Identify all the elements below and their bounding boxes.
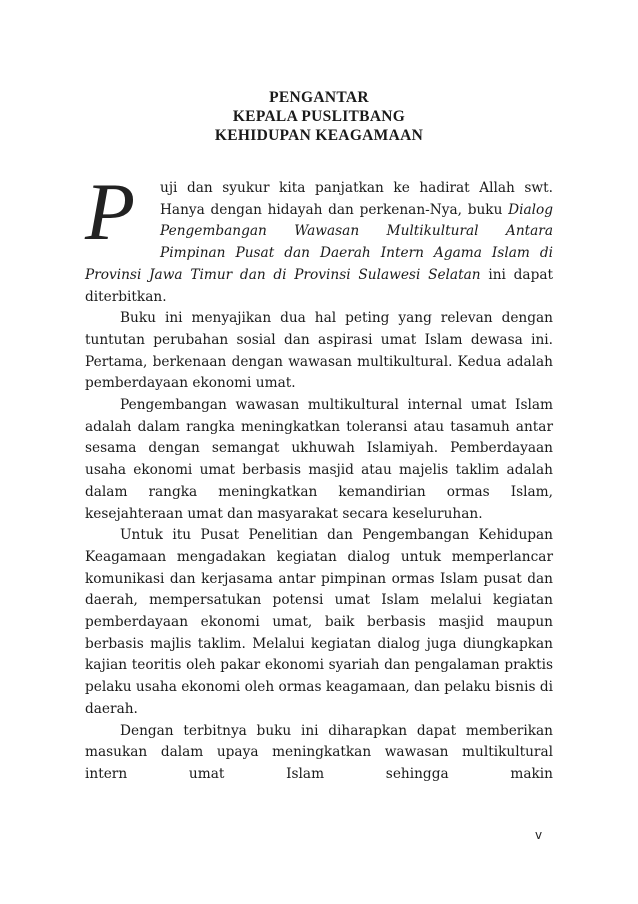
paragraph-5: Dengan terbitnya buku ini diharapkan dapat memberikan masukan dalam upaya meningkatkan wawasan multikultural intern umat Islam sehingga makin — [85, 722, 553, 782]
title-line-2: KEPALA PUSLITBANG — [232, 108, 406, 125]
page-number: v — [535, 828, 543, 842]
paragraph-2: Buku ini menyajikan dua hal peting yang relevan dengan tuntutan perubahan sosial dan aspirasi umat Islam dewasa ini. Pertama, berkenaan dengan wawasan multikultural. Kedua adalah pemberdayaan ekonomi umat. — [85, 310, 553, 392]
paragraph-1-start: uji dan syukur kita panjatkan ke hadirat Allah swt. Hanya dengan hidayah dan perkenan-Nya, buku — [160, 180, 553, 218]
paragraph-3: Pengembangan wawasan multikultural internal umat Islam adalah dalam rangka meningkatkan toleransi atau tasamuh antar sesama dengan semangat ukhuwah Islamiyah. Pemberdayaan usaha ekonomi umat berbasis masjid atau majelis taklim adalah dalam rangka meningkatkan kemandirian ormas Islam, kesejahteraan umat dan masyarakat secara keseluruhan. — [85, 397, 553, 522]
drop-cap: P — [85, 166, 136, 257]
title-line-3: KEHIDUPAN KEAGAMAAN — [214, 127, 424, 144]
paragraph-1 — [85, 166, 553, 308]
paragraph-1-end: ini dapat diterbitkan. — [85, 266, 553, 305]
book-title: Dialog Pengembangan Wawasan Multikultural Antara Pimpinan Pusat dan Daerah Intern Agama Islam di Provinsi Jawa Timur dan di Provinsi Sulawesi Selatan — [85, 201, 553, 283]
page-body — [85, 88, 553, 786]
paragraph-4: Untuk itu Pusat Penelitian dan Pengembangan Kehidupan Keagamaan mengadakan kegiatan dialog untuk memperlancar komunikasi dan kerjasama antar pimpinan ormas Islam pusat dan daerah, mempersatukan potensi umat Islam melalui kegiatan pemberdayaan ekonomi umat, baik berbasis masjid maupun berbasis majlis taklim. Melalui kegiatan dialog juga diungkapkan kajian teoritis oleh pakar ekonomi syariah dan pengalaman praktis pelaku usaha ekonomi oleh ormas keagamaan, dan pelaku bisnis di daerah. — [85, 527, 553, 717]
title-line-1: PENGANTAR — [269, 89, 369, 106]
page-title — [85, 88, 553, 145]
